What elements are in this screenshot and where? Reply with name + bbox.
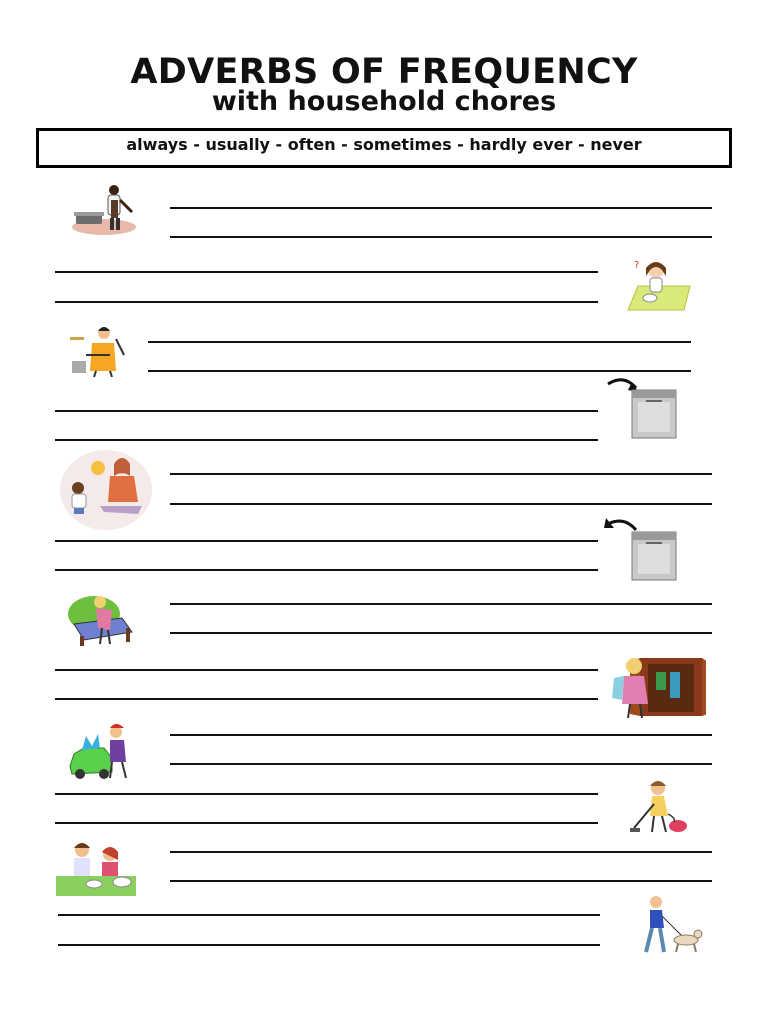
writing-line[interactable] [170, 603, 712, 605]
ironing-picture [66, 325, 128, 377]
vacuuming-picture [626, 778, 688, 838]
writing-line[interactable] [170, 503, 712, 505]
writing-line[interactable] [58, 914, 600, 916]
tidying-wardrobe-picture [610, 654, 706, 720]
svg-text:?: ? [634, 260, 640, 271]
writing-line[interactable] [170, 851, 712, 853]
writing-line[interactable] [55, 669, 598, 671]
writing-line[interactable] [170, 236, 712, 238]
word-bank-box [36, 128, 732, 168]
writing-line[interactable] [55, 793, 598, 795]
writing-line[interactable] [170, 763, 712, 765]
writing-line[interactable] [55, 540, 598, 542]
babysitting-picture [58, 446, 154, 534]
loading-dishwasher-picture [604, 374, 680, 442]
writing-line[interactable] [55, 439, 598, 441]
making-bed-picture [66, 594, 138, 648]
washing-car-picture [68, 722, 132, 782]
writing-line[interactable] [55, 822, 598, 824]
cooking-picture [70, 182, 142, 240]
writing-line[interactable] [170, 632, 712, 634]
writing-line[interactable] [55, 301, 598, 303]
writing-line[interactable] [55, 698, 598, 700]
setting-table-picture [54, 838, 138, 898]
unloading-dishwasher-picture [604, 514, 680, 584]
worksheet-title: ADVERBS OF FREQUENCY [130, 52, 638, 92]
writing-line[interactable] [148, 341, 691, 343]
writing-line[interactable] [170, 473, 712, 475]
writing-line[interactable] [55, 410, 598, 412]
writing-line[interactable] [58, 944, 600, 946]
writing-line[interactable] [148, 370, 691, 372]
writing-line[interactable] [170, 207, 712, 209]
word-bank-text: always - usually - often - sometimes - hardly ever - never [126, 135, 642, 154]
writing-line[interactable] [170, 734, 712, 736]
mopping-floor-picture [626, 256, 692, 314]
writing-line[interactable] [55, 271, 598, 273]
worksheet-subtitle: with household chores [211, 86, 557, 117]
writing-line[interactable] [55, 569, 598, 571]
writing-line[interactable] [170, 880, 712, 882]
walking-dog-picture [640, 894, 704, 956]
